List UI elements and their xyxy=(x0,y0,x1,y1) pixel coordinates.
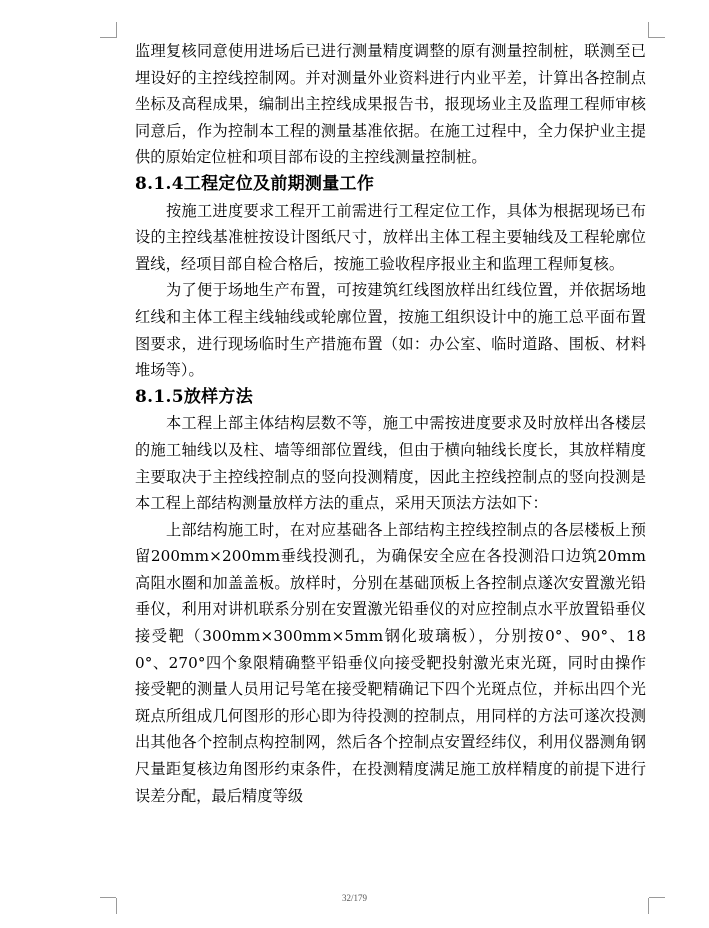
crop-mark-top-right-horizontal xyxy=(649,37,665,38)
section-heading-8-1-4: 8.1.4工程定位及前期测量工作 xyxy=(135,173,375,194)
crop-mark-top-left-vertical xyxy=(116,22,117,38)
paragraph-survey-control: 监理复核同意使用进场后已进行测量精度调整的原有测量控制桩，联测至已埋设好的主控线控制网。并对测量外业资料进行内业平差，计算出各控制点坐标及高程成果，编制出主控线成果报告书，报现场业主及监理工程师审核同意后，作为控制本工程的测量基准依据。在施工过程中，全力保护业主提供的原始定位桩和项目部布设的主控线测量控制桩。 xyxy=(135,42,646,167)
section-heading-8-1-5: 8.1.5放样方法 xyxy=(135,386,254,407)
paragraph-site-layout: 为了便于场地生产布置，可按建筑红线图放样出红线位置，并依据场地红线和主体工程主线轴线或轮廓位置，按施工组织设计中的施工总平面布置图要求，进行现场临时生产措施布置（如：办公室、临时道路、围板、材料堆场等）。 xyxy=(135,281,646,380)
paragraph-positioning-work: 按施工进度要求工程开工前需进行工程定位工作，具体为根据现场已布设的主控线基准桩按设计图纸尺寸，放样出主体工程主要轴线及工程轮廓位置线，经项目部自检合格后，按施工验收程序报业主和监理工程师复核。 xyxy=(135,201,646,273)
document-body xyxy=(135,38,646,809)
crop-mark-top-left-horizontal xyxy=(100,37,116,38)
page-number: 32/179 xyxy=(341,893,367,903)
paragraph-layout-method-intro: 本工程上部主体结构层数不等，施工中需按进度要求及时放样出各楼层的施工轴线以及柱、墙等细部位置线，但由于横向轴线长度长，其放样精度主要取决于主控线控制点的竖向投测精度，因此主控线控制点的竖向投测是本工程上部结构测量放样方法的重点，采用天顶法方法如下： xyxy=(135,414,646,513)
paragraph-zenith-method: 上部结构施工时，在对应基础各上部结构主控线控制点的各层楼板上预留200mm×200mm垂线投测孔，为确保安全应在各投测沿口边筑20mm高阻水圈和加盖盖板。放样时，分别在基础顶板上各控制点遂次安置激光铅垂仪，利用对讲机联系分别在安置激光铅垂仪的对应控制点水平放置铅垂仪接受靶（300mm×300mm×5mm钢化玻璃板），分别按0°、90°、180°、270°四个象限精确整平铅垂仪向接受靶投射激光束光斑，同时由操作接受靶的测量人员用记号笔在接受靶精确记下四个光斑点位，并标出四个光斑点所组成几何图形的形心即为待投测的控制点，用同样的方法可遂次投测出其他各个控制点构控制网，然后各个控制点安置经纬仪，利用仪器测角钢尺量距复核边角图形约束条件，在投测精度满足施工放样精度的前提下进行误差分配，最后精度等级 xyxy=(135,520,646,805)
crop-mark-top-right-vertical xyxy=(648,22,649,38)
